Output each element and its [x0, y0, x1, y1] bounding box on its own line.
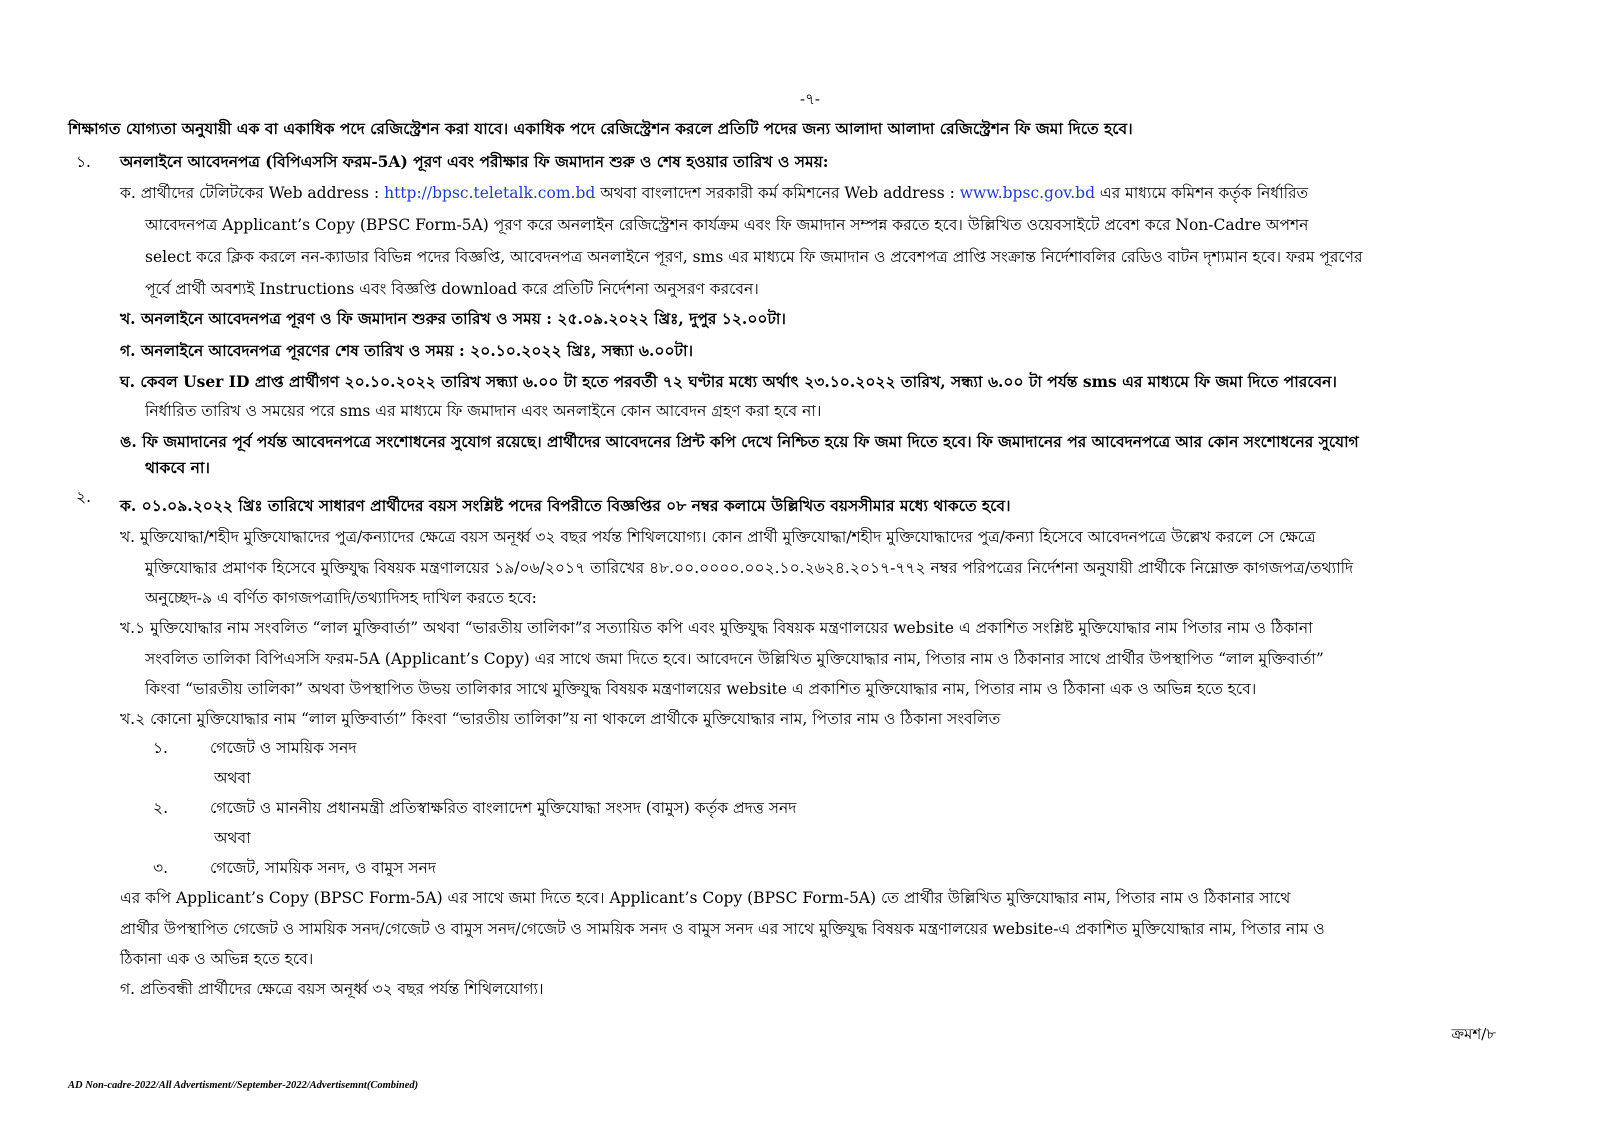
- ka-suffix: এর মাধ্যমে কমিশন কর্তৃক নির্ধারিত: [1095, 184, 1309, 202]
- list-item-3-text: গেজেট, সাময়িক সনদ, ও বামুস সনদ: [210, 859, 436, 877]
- section-2-kha-line-3: অনুচ্ছেদ-৯ এ বর্ণিত কাগজপত্রাদি/তথ্যাদিসহ দাখিল করতে হবে:: [145, 589, 537, 607]
- section-1-gha-line-2: নির্ধারিত তারিখ ও সময়ের পরে sms এর মাধ্যমে ফি জমাদান এবং অনলাইনে কোন আবেদন গ্রহণ করা হবে না।: [145, 402, 822, 420]
- continued-marker: ক্রমশ/৮: [1451, 1025, 1496, 1043]
- section-1-umo-line-2: থাকবে না।: [145, 458, 210, 477]
- section-1-ka-line-4: পূর্বে প্রার্থী অবশ্যই Instructions এবং বিজ্ঞপ্তি download করে প্রতিটি নির্দেশনা অনুসরণ করবেন।: [145, 280, 759, 298]
- intro-text: শিক্ষাগত যোগ্যতা অনুযায়ী এক বা একাধিক পদে রেজিস্ট্রেশন করা যাবে। একাধিক পদে রেজিস্ট্রেশন করলে প্রতিটি পদের জন্য আলাদা আলাদা রেজিস্ট্রেশন ফি জমা দিতে হবে।: [68, 119, 1133, 138]
- section-2-ga: গ. প্রতিবন্ধী প্রার্থীদের ক্ষেত্রে বয়স অনূর্ধ্ব ৩২ বছর পর্যন্ত শিথিলযোগ্য।: [120, 980, 544, 998]
- section-2-kha-line-2: মুক্তিযোদ্ধার প্রমাণক হিসেবে মুক্তিযুদ্ধ বিষয়ক মন্ত্রণালয়ের ১৯/০৬/২০১৭ তারিখের ৪৮.০০.০০০০.০০২.১০.২৬২৪.২০১৭-৭৭২ নম্বর পরিপত্রের নির্দেশনা অনুযায়ী প্রার্থীকে নিম্নোক্ত কাগজপত্র/তথ্যাদি: [145, 559, 1354, 577]
- list-item-3-number: ৩.: [153, 859, 169, 877]
- section-1-ka-line-1: [120, 182, 1308, 204]
- ka-prefix: ক. প্রার্থীদের টেলিটকের Web address :: [120, 184, 385, 202]
- page-number: -৭-: [800, 90, 820, 108]
- or-word-2: অথবা: [214, 829, 251, 847]
- list-item-1-number: ১.: [153, 739, 168, 757]
- section-2-number: ২.: [76, 488, 92, 506]
- section-2-para-line-1: এর কপি Applicant’s Copy (BPSC Form-5A) এর সাথে জমা দিতে হবে। Applicant’s Copy (BPSC Form-5A) তে প্রার্থীর উল্লিখিত মুক্তিযোদ্ধার নাম, পিতার নাম ও ঠিকানার সাথে: [120, 889, 1291, 907]
- teletalk-link[interactable]: http://bpsc.teletalk.com.bd: [384, 184, 596, 202]
- or-word-1: অথবা: [214, 769, 251, 787]
- section-2-kha-line-1: খ. মুক্তিযোদ্ধা/শহীদ মুক্তিযোদ্ধাদের পুত্র/কন্যাদের ক্ষেত্রে বয়স অনূর্ধ্ব ৩২ বছর পর্যন্ত শিথিলযোগ্য। কোন প্রার্থী মুক্তিযোদ্ধা/শহীদ মুক্তিযোদ্ধাদের পুত্র/কন্যা হিসেবে আবেদনপত্রে উল্লেখ করলে সে ক্ষেত্রে: [120, 528, 1316, 546]
- section-1-ka-line-2: আবেদনপত্র Applicant’s Copy (BPSC Form-5A) পূরণ করে অনলাইন রেজিস্ট্রেশন কার্যক্রম এবং ফি জমাদান সম্পন্ন করতে হবে। উল্লিখিত ওয়েবসাইটে প্রবেশ করে Non-Cadre অপশন: [145, 216, 1309, 234]
- section-1-ka-line-3: select করে ক্লিক করলে নন-ক্যাডার বিভিন্ন পদের বিজ্ঞপ্তি, আবেদনপত্র অনলাইনে পূরণ, sms এর মাধ্যমে ফি জমাদান ও প্রবেশপত্র প্রাপ্তি সংক্রান্ত নির্দেশাবলির রেডিও বাটন দৃশ্যমান হবে। ফরম পূরণের: [145, 248, 1363, 266]
- section-2-para-line-2: প্রার্থীর উপস্থাপিত গেজেট ও সাময়িক সনদ/গেজেট ও বামুস সনদ/গেজেট ও সাময়িক সনদ ও বামুস সনদ এর সাথে মুক্তিযুদ্ধ বিষয়ক মন্ত্রণালয়ের website-এ প্রকাশিত মুক্তিযোদ্ধার নাম, পিতার নাম ও: [120, 920, 1325, 938]
- section-1-kha: খ. অনলাইনে আবেদনপত্র পূরণ ও ফি জমাদান শুরুর তারিখ ও সময় : ২৫.০৯.২০২২ খ্রিঃ, দুপুর ১২.০০টা।: [120, 309, 786, 328]
- section-2-kha1-line-3: কিংবা “ভারতীয় তালিকা” অথবা উপস্থাপিত উভয় তালিকার সাথে মুক্তিযুদ্ধ বিষয়ক মন্ত্রণালয়ের website এ প্রকাশিত মুক্তিযোদ্ধার নাম, পিতার নাম ও ঠিকানা এক ও অভিন্ন হতে হবে।: [145, 680, 1257, 698]
- section-2-ka: ক. ০১.০৯.২০২২ খ্রিঃ তারিখে সাধারণ প্রার্থীদের বয়স সংশ্লিষ্ট পদের বিপরীতে বিজ্ঞপ্তির ০৮ নম্বর কলামে উল্লিখিত বয়সসীমার মধ্যে থাকতে হবে।: [120, 496, 1011, 515]
- section-1-number: ১.: [76, 153, 91, 171]
- list-item-2-text: গেজেট ও মাননীয় প্রধানমন্ত্রী প্রতিস্বাক্ষরিত বাংলাদেশ মুক্তিযোদ্ধা সংসদ (বামুস) কর্তৃক প্রদত্ত সনদ: [210, 799, 797, 817]
- section-2-kha1-line-2: সংবলিত তালিকা বিপিএসসি ফরম-5A (Applicant’s Copy) এর সাথে জমা দিতে হবে। আবেদনে উল্লিখিত মুক্তিযোদ্ধার নাম, পিতার নাম ও ঠিকানার সাথে প্রার্থীর উপস্থাপিত “লাল মুক্তিবার্তা”: [145, 650, 1324, 668]
- section-2-kha1-line-1: খ.১ মুক্তিযোদ্ধার নাম সংবলিত “লাল মুক্তিবার্তা” অথবা “ভারতীয় তালিকা”র সত্যায়িত কপি এবং মুক্তিযুদ্ধ বিষয়ক মন্ত্রণালয়ের website এ প্রকাশিত সংশ্লিষ্ট মুক্তিযোদ্ধার নাম পিতার নাম ও ঠিকানা: [120, 619, 1313, 637]
- ka-middle: অথবা বাংলাদেশ সরকারী কর্ম কমিশনের Web address :: [595, 184, 960, 202]
- section-1-gha-line-1: ঘ. কেবল User ID প্রাপ্ত প্রার্থীগণ ২০.১০.২০২২ তারিখ সন্ধ্যা ৬.০০ টা হতে পরবর্তী ৭২ ঘণ্টার মধ্যে অর্থাৎ ২৩.১০.২০২২ তারিখ, সন্ধ্যা ৬.০০ টা পর্যন্ত sms এর মাধ্যমে ফি জমা দিতে পারবেন।: [120, 372, 1337, 391]
- bpsc-link[interactable]: www.bpsc.gov.bd: [959, 184, 1095, 202]
- list-item-2-number: ২.: [153, 799, 169, 817]
- section-2-kha2: খ.২ কোনো মুক্তিযোদ্ধার নাম “লাল মুক্তিবার্তা” কিংবা “ভারতীয় তালিকা”য় না থাকলে প্রার্থীকে মুক্তিযোদ্ধার নাম, পিতার নাম ও ঠিকানা সংবলিত: [120, 710, 1001, 728]
- section-1-heading: অনলাইনে আবেদনপত্র (বিপিএসসি ফরম-5A) পূরণ এবং পরীক্ষার ফি জমাদান শুরু ও শেষ হওয়ার তারিখ ও সময়:: [120, 152, 829, 171]
- section-1-ga: গ. অনলাইনে আবেদনপত্র পূরণের শেষ তারিখ ও সময় : ২০.১০.২০২২ খ্রিঃ, সন্ধ্যা ৬.০০টা।: [120, 341, 694, 360]
- list-item-1-text: গেজেট ও সাময়িক সনদ: [210, 739, 357, 757]
- footer-text: AD Non-cadre-2022/All Advertisment//September-2022/Advertisemnt(Combined): [68, 1080, 419, 1091]
- section-2-para-line-3: ঠিকানা এক ও অভিন্ন হতে হবে।: [120, 950, 314, 968]
- section-1-umo-line-1: ঙ. ফি জমাদানের পূর্ব পর্যন্ত আবেদনপত্রে সংশোধনের সুযোগ রয়েছে। প্রার্থীদের আবেদনের প্রিন্ট কপি দেখে নিশ্চিত হয়ে ফি জমা দিতে হবে। ফি জমাদানের পর আবেদনপত্রে আর কোন সংশোধনের সুযোগ: [120, 432, 1359, 451]
